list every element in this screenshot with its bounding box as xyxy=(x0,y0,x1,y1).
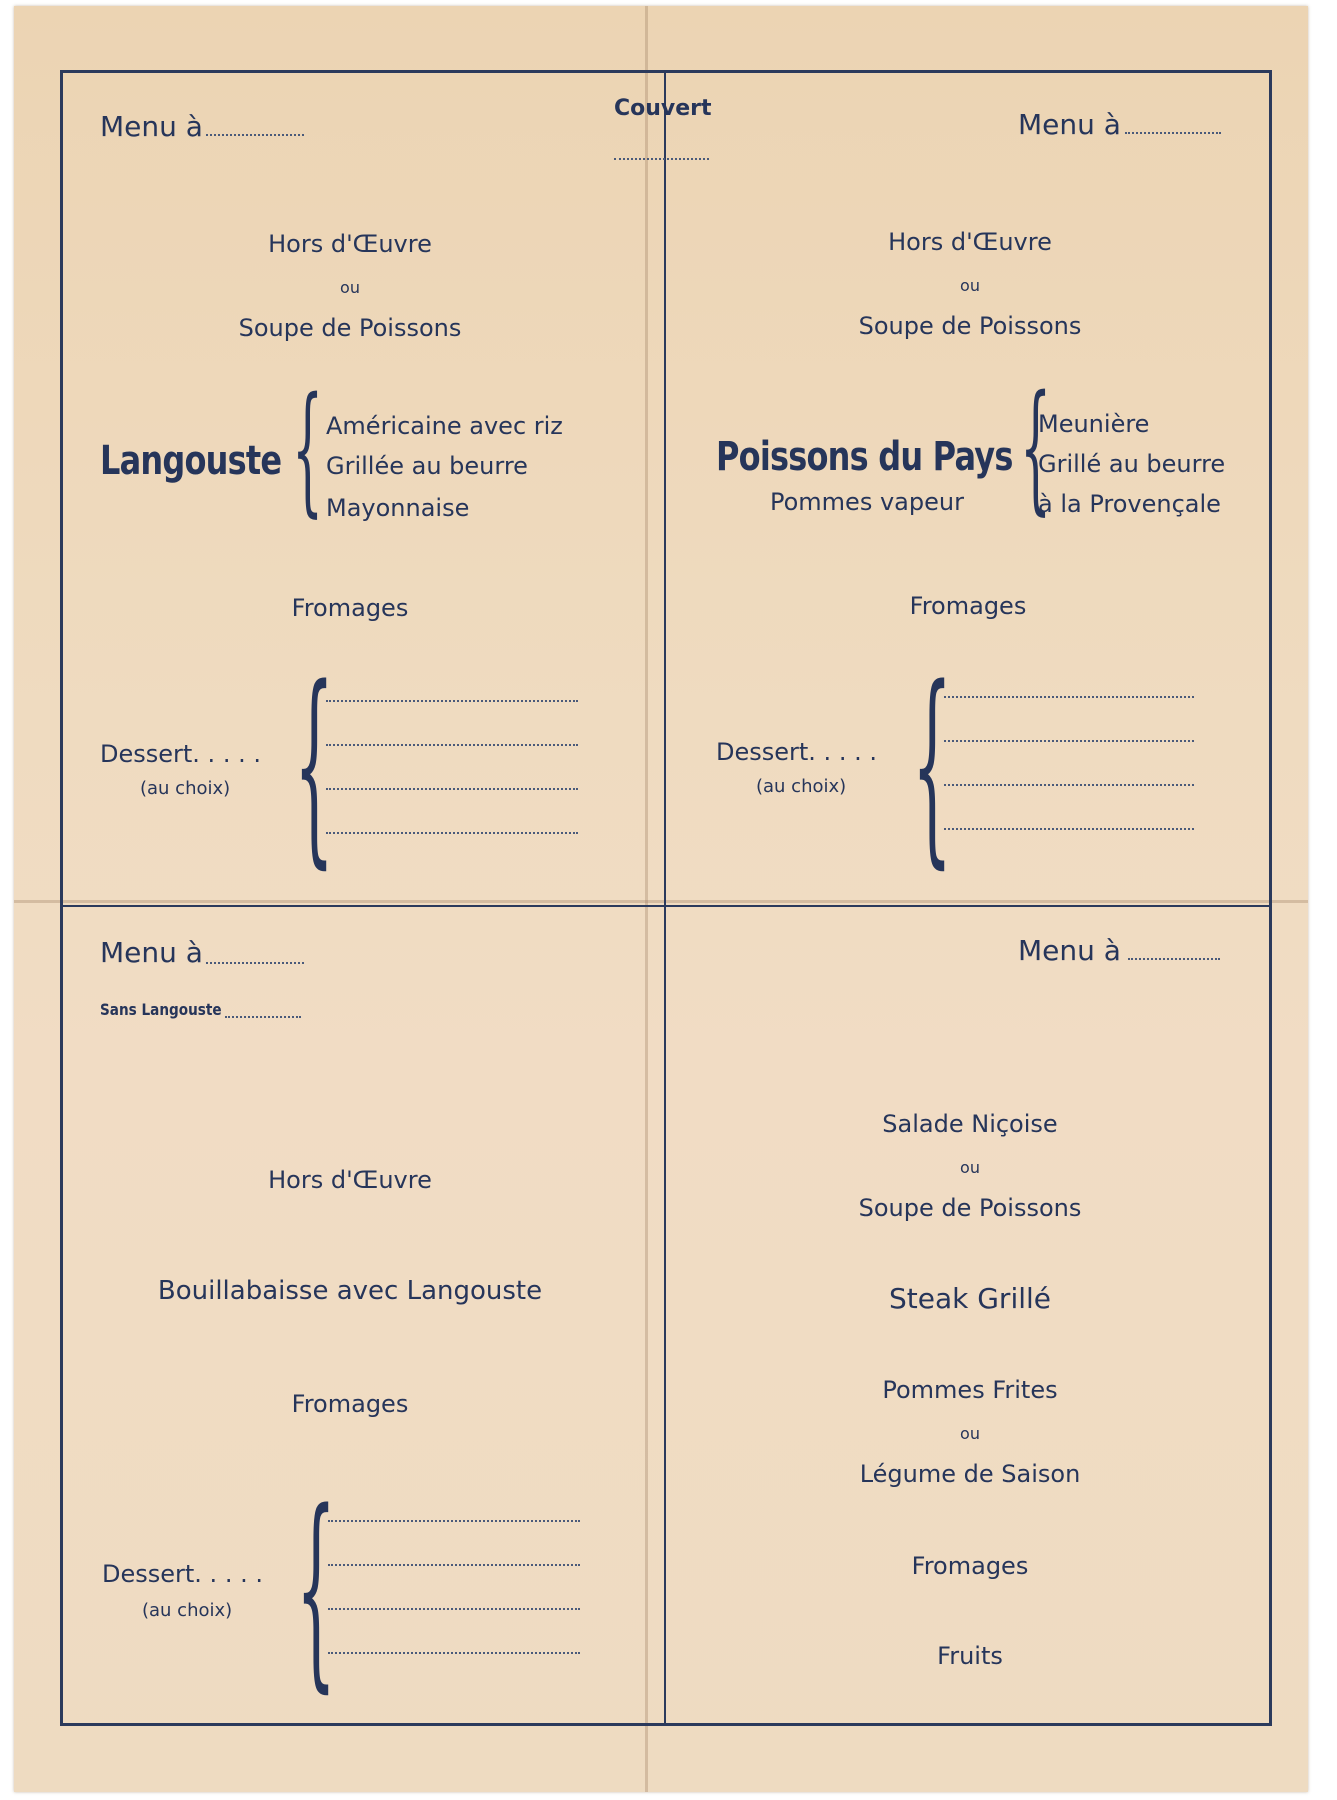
panel2-hors-doeuvre: Hors d'Œuvre xyxy=(888,228,1052,256)
panel3-sans-langouste: Sans Langouste xyxy=(100,1000,222,1019)
panel1-ou: ou xyxy=(340,278,360,297)
panel2-option-3: à la Provençale xyxy=(1038,490,1221,518)
panel2-fromages: Fromages xyxy=(909,592,1027,620)
panel1-dessert-line-1 xyxy=(326,700,578,702)
panel1-main-dish: Langouste xyxy=(100,438,282,484)
couvert-label: Couvert xyxy=(614,96,712,121)
panel3-au-choix: (au choix) xyxy=(142,1600,233,1621)
panel4-fromages: Fromages xyxy=(911,1552,1029,1580)
panel2-dessert-line-1 xyxy=(944,696,1194,698)
panel1-dessert: Dessert. . . . . xyxy=(100,740,261,768)
vertical-divider xyxy=(664,70,666,1726)
panel4-menu-label: Menu à xyxy=(1018,934,1121,967)
panel4-ou-1: ou xyxy=(960,1158,980,1177)
panel1-soupe: Soupe de Poissons xyxy=(238,314,462,342)
panel3-dessert-line-2 xyxy=(328,1564,580,1566)
panel4-steak: Steak Grillé xyxy=(888,1282,1052,1315)
panel2-menu-line xyxy=(1125,132,1221,134)
panel4-ou-2: ou xyxy=(960,1424,980,1443)
panel1-dessert-line-4 xyxy=(326,832,578,834)
panel3-main-dish: Bouillabaisse avec Langouste xyxy=(157,1276,543,1306)
panel1-brace: { xyxy=(292,368,324,531)
panel2-option-1: Meunière xyxy=(1038,410,1150,438)
panel2-main-dish: Poissons du Pays xyxy=(716,434,1013,480)
couvert-line xyxy=(614,158,709,160)
panel2-au-choix: (au choix) xyxy=(756,776,847,797)
panel3-dessert: Dessert. . . . . xyxy=(102,1560,263,1588)
panel4-frites: Pommes Frites xyxy=(882,1376,1058,1404)
panel3-sans-line xyxy=(225,1016,301,1018)
panel4-soupe: Soupe de Poissons xyxy=(858,1194,1082,1222)
panel1-dessert-brace: { xyxy=(294,642,335,887)
panel2-sub: Pommes vapeur xyxy=(770,488,964,516)
panel1-dessert-line-3 xyxy=(326,788,578,790)
panel1-hors-doeuvre: Hors d'Œuvre xyxy=(268,230,432,258)
panel2-dessert-line-3 xyxy=(944,784,1194,786)
panel4-menu-line xyxy=(1128,958,1220,960)
horizontal-divider xyxy=(60,905,1272,907)
panel4-salade: Salade Niçoise xyxy=(882,1110,1058,1138)
panel2-dessert-line-4 xyxy=(944,828,1194,830)
panel2-brace: { xyxy=(1020,366,1052,529)
panel2-dessert: Dessert. . . . . xyxy=(716,738,877,766)
panel3-dessert-line-4 xyxy=(328,1652,580,1654)
panel2-dessert-line-2 xyxy=(944,740,1194,742)
panel3-hors-doeuvre: Hors d'Œuvre xyxy=(268,1166,432,1194)
panel3-dessert-line-3 xyxy=(328,1608,580,1610)
panel1-au-choix: (au choix) xyxy=(140,778,231,799)
panel3-menu-label: Menu à xyxy=(100,936,203,969)
panel3-menu-line xyxy=(206,962,304,964)
panel1-menu-label: Menu à xyxy=(100,110,203,143)
panel2-dessert-brace: { xyxy=(912,642,953,887)
panel3-fromages: Fromages xyxy=(291,1390,409,1418)
panel2-menu-label: Menu à xyxy=(1018,108,1121,141)
panel1-fromages: Fromages xyxy=(291,594,409,622)
panel4-legume: Légume de Saison xyxy=(859,1460,1081,1488)
panel1-menu-line xyxy=(206,134,304,136)
panel3-dessert-line-1 xyxy=(328,1520,580,1522)
panel2-option-2: Grillé au beurre xyxy=(1038,450,1226,478)
panel3-dessert-brace: { xyxy=(296,1466,337,1711)
panel1-option-3: Mayonnaise xyxy=(326,494,470,522)
panel2-ou: ou xyxy=(960,276,980,295)
panel1-option-2: Grillée au beurre xyxy=(326,452,528,480)
panel4-fruits: Fruits xyxy=(937,1642,1003,1670)
panel1-dessert-line-2 xyxy=(326,744,578,746)
panel1-option-1: Américaine avec riz xyxy=(326,412,563,440)
panel2-soupe: Soupe de Poissons xyxy=(858,312,1082,340)
